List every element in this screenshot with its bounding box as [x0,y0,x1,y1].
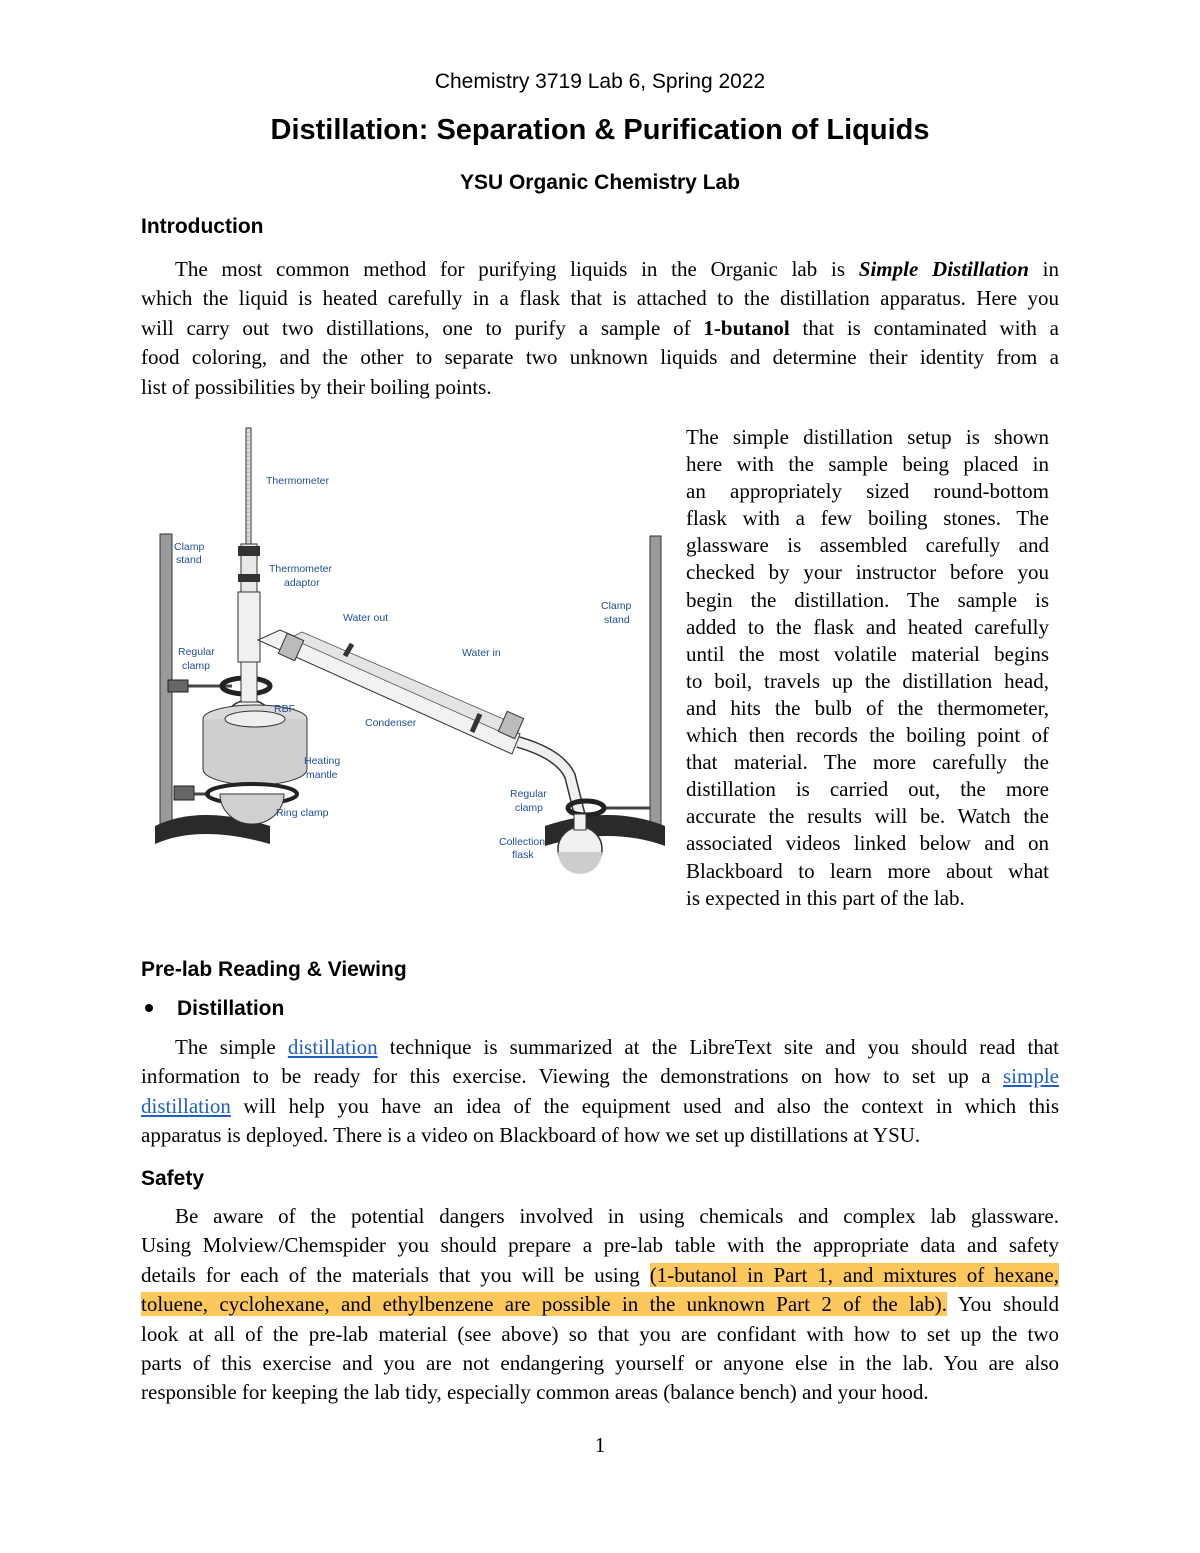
prelab-paragraph [141,1033,1059,1151]
safety-line: responsible for keeping the lab tidy, especially common areas (balance bench) and your hood. [141,1380,929,1405]
bullet-icon [145,1004,153,1012]
prelab-text: will help you have an idea of the equipment used and also the context in which this [230,1093,1059,1118]
prelab-line: apparatus is deployed. There is a video on Blackboard of how we set up distillations at YSU. [141,1123,921,1148]
prelab-heading: Pre-lab Reading & Viewing [141,958,407,981]
diagram-label: Thermometer [266,475,330,487]
setup-description-line: until the most volatile material begins [686,641,1049,666]
prelab-text: technique is summarized at the LibreText site and you should read that [377,1035,1059,1059]
safety-paragraph [141,1202,1059,1408]
safety-line [141,1261,1059,1290]
prelab-text: The simple [175,1035,288,1059]
diagram-label: mantle [306,769,338,781]
safety-line [141,1202,1059,1231]
intro-line: list of possibilities by their boiling points. [141,374,492,399]
setup-description-line: is expected in this part of the lab. [686,885,965,910]
setup-description-line: begin the distillation. The sample is [686,587,1049,612]
intro-text: The most common method for purifying liquids in the Organic lab is [175,257,859,281]
distillation-head [238,592,260,662]
diagram-label: Collection [499,836,546,848]
setup-description-line: which then records the boiling point of [686,723,1049,748]
safety-text: You should [947,1292,1060,1317]
bullet-distillation [141,997,284,1021]
course-line: Chemistry 3719 Lab 6, Spring 2022 [434,70,766,93]
setup-description-line: here with the sample being placed in [686,452,1049,477]
diagram-label: Regular [178,646,215,658]
diagram-label: Ring clamp [276,807,329,819]
right-stand-rod [650,536,661,836]
setup-description-line: accurate the results will be. Watch the [686,804,1049,829]
diagram-label: Clamp [601,600,632,612]
intro-text: in [1028,257,1059,281]
introduction-heading: Introduction [141,215,264,238]
diagram-label: Water out [343,612,389,624]
setup-description-line: distillation is carried out, the more [686,777,1049,802]
setup-description-line: that material. The more carefully the [686,750,1049,775]
setup-description-line: and hits the bulb of the thermometer, [686,695,1049,720]
diagram-label: RBF [274,703,295,715]
simple-distillation-link[interactable]: simple [1003,1064,1059,1089]
safety-line: look at all of the pre-lab material (see above) so that you are confidant with how to set up the two [141,1321,1059,1346]
diagram-label: stand [176,554,202,566]
intro-text: will carry out two distillations, one to purify a sample of [141,315,704,340]
setup-description-line: to boil, travels up the distillation head, [686,668,1049,693]
highlighted-text: toluene, cyclohexane, and ethylbenzene are possible in the unknown Part 2 of the lab). [141,1292,947,1317]
page-subtitle: YSU Organic Chemistry Lab [459,171,741,194]
butanol-bold: 1-butanol [703,315,790,340]
setup-description-line: an appropriately sized round-bottom [686,479,1049,504]
page-number: 1 [594,1433,606,1457]
distillation-apparatus-diagram [140,424,670,884]
setup-description-line: associated videos linked below and on [686,831,1049,856]
introduction-paragraph [141,255,1059,402]
safety-line: parts of this exercise and you are not endangering yourself or anyone else in the lab. You are also [141,1351,1059,1376]
intro-text: that is contaminated with a [789,315,1059,340]
diagram-label: Condenser [365,717,417,729]
safety-text: details for each of the materials that you will be using [141,1262,650,1287]
setup-description-line: added to the flask and heated carefully [686,614,1049,639]
diagram-label: Thermometer [269,563,333,575]
bullet-label: Distillation [177,997,285,1020]
setup-description-line: glassware is assembled carefully and [686,533,1049,558]
distillation-link[interactable]: distillation [287,1035,378,1059]
setup-description-line: flask with a few boiling stones. The [686,506,1049,531]
safety-heading: Safety [141,1167,205,1190]
simple-distillation-link-cont[interactable]: distillation [141,1093,231,1118]
safety-line: Using Molview/Chemspider you should prepare a pre-lab table with the appropriate data and safety [141,1233,1059,1258]
highlighted-text: (1-butanol in Part 1, and mixtures of hexane, [649,1262,1059,1287]
diagram-label: Clamp [174,541,205,553]
diagram-label: Regular [510,788,547,800]
diagram-label: clamp [182,660,211,672]
diagram-label: adaptor [284,577,320,589]
simple-distillation-emphasis: Simple Distillation [858,257,1029,281]
diagram-label: Water in [462,647,501,659]
intro-line: food coloring, and the other to separate two unknown liquids and determine their identity from a [141,345,1059,370]
prelab-line [141,1062,1059,1091]
prelab-text: information to be ready for this exercise. Viewing the demonstrations on how to set up a [141,1064,1003,1089]
diagram-label: flask [512,849,534,861]
intro-line [141,314,1059,343]
safety-line [141,1290,1059,1319]
setup-description [686,424,1049,912]
intro-line: which the liquid is heated carefully in a flask that is attached to the distillation apparatus. Here you [141,286,1059,311]
diagram-label: stand [604,614,630,626]
intro-line [141,255,1059,284]
prelab-line [141,1092,1059,1121]
setup-description-line: checked by your instructor before you [686,560,1049,585]
page-title: Distillation: Separation & Purification of Liquids [270,114,930,146]
setup-description-line: Blackboard to learn more about what [686,858,1049,883]
diagram-label: clamp [515,802,544,814]
prelab-line [141,1033,1059,1062]
diagram-label: Heating [304,755,341,767]
setup-description-line: The simple distillation setup is shown [686,425,1049,449]
safety-text: Be aware of the potential dangers involved in using chemicals and complex lab glassware. [175,1204,1059,1228]
